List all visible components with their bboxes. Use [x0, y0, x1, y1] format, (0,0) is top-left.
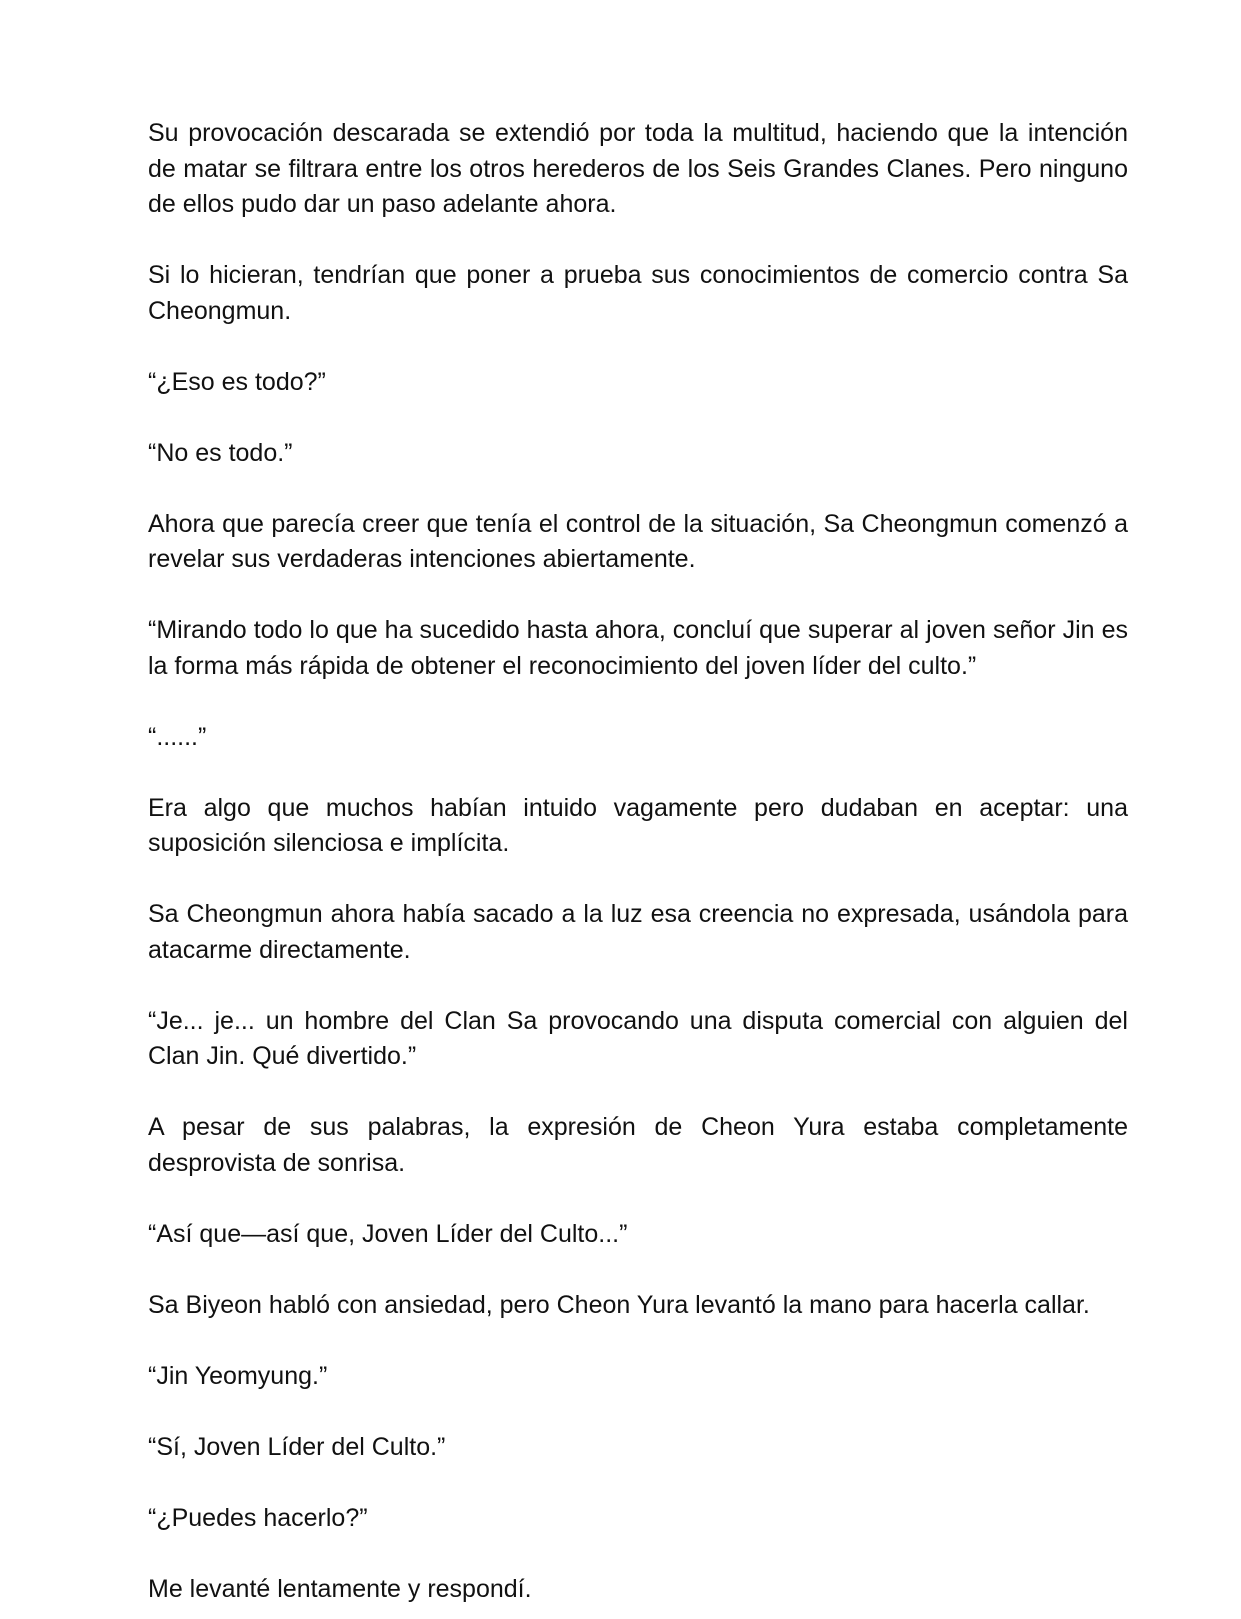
paragraph: Su provocación descarada se extendió por toda la multitud, haciendo que la intención de matar se filtrara entre los otros herederos de los Seis Grandes Clanes. Pero ninguno de ellos pudo dar un paso adelante ahora.	[148, 119, 1128, 218]
paragraph: Era algo que muchos habían intuido vagamente pero dudaban en aceptar: una suposición silenciosa e implícita.	[148, 793, 1128, 857]
paragraph: Si lo hicieran, tendrían que poner a prueba sus conocimientos de comercio contra Sa Cheongmun.	[148, 261, 1128, 325]
paragraph: “No es todo.”	[148, 438, 293, 467]
paragraph: “Mirando todo lo que ha sucedido hasta ahora, concluí que superar al joven señor Jin es la forma más rápida de obtener el reconocimiento del joven líder del culto.”	[148, 616, 1128, 680]
paragraph: “Je... je... un hombre del Clan Sa provocando una disputa comercial con alguien del Clan Jin. Qué divertido.”	[148, 1006, 1128, 1070]
paragraph: A pesar de sus palabras, la expresión de Cheon Yura estaba completamente desprovista de sonrisa.	[148, 1113, 1128, 1177]
paragraph: “Jin Yeomyung.”	[148, 1361, 328, 1390]
paragraph: “Así que—así que, Joven Líder del Culto...”	[148, 1219, 628, 1248]
paragraph: “......”	[148, 722, 207, 751]
paragraph: Me levanté lentamente y respondí.	[148, 1574, 532, 1603]
paragraph: Sa Biyeon habló con ansiedad, pero Cheon Yura levantó la mano para hacerla callar.	[148, 1290, 1090, 1319]
paragraph: Ahora que parecía creer que tenía el control de la situación, Sa Cheongmun comenzó a revelar sus verdaderas intenciones abiertamente.	[148, 509, 1128, 573]
paragraph: Sa Cheongmun ahora había sacado a la luz esa creencia no expresada, usándola para atacarme directamente.	[148, 900, 1128, 964]
document-body	[148, 116, 1128, 1607]
paragraph: “¿Puedes hacerlo?”	[148, 1503, 368, 1532]
paragraph: “¿Eso es todo?”	[148, 367, 326, 396]
paragraph: “Sí, Joven Líder del Culto.”	[148, 1432, 446, 1461]
